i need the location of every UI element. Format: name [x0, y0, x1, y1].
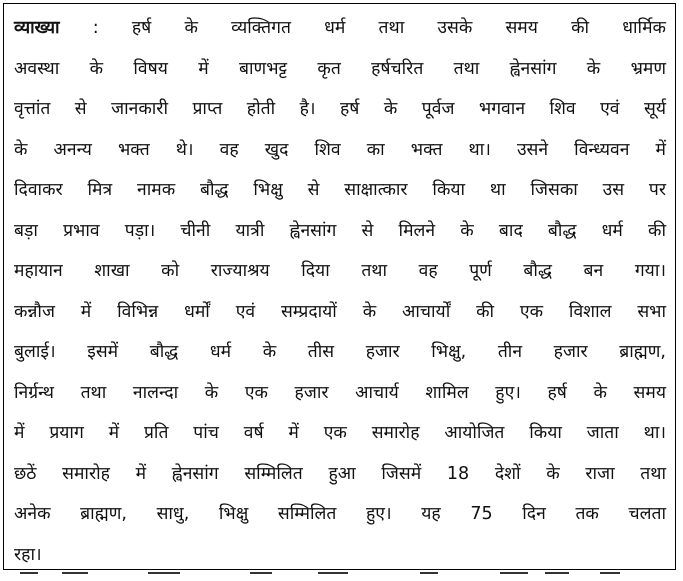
passage-line-1-text: हर्ष के व्यक्तिगत धर्म तथा उसके समय की धार्मिक	[131, 18, 666, 38]
cut-fragment	[545, 572, 569, 581]
passage-line: निर्ग्रन्थ तथा नालन्दा के एक हजार आचार्य शामिल हुए। हर्ष के समय	[14, 382, 666, 403]
passage-line: में प्रयाग में प्रति पांच वर्ष में एक समारोह आयोजित किया जाता था।	[14, 423, 666, 443]
passage-line-last: रहा।	[14, 544, 42, 565]
passage-line: महायान शाखा को राज्याश्रय दिया तथा वह पूर्ण बौद्ध बन गया।	[14, 261, 666, 281]
passage-line: अवस्था के विषय में बाणभट्ट कृत हर्षचरित तथा ह्वेनसांग के भ्रमण	[14, 58, 666, 79]
explanation-passage	[14, 8, 666, 575]
passage-line: के अनन्य भक्त थे। वह खुद शिव का भक्त था। उसने विन्ध्यवन में	[14, 139, 666, 160]
passage-line-1	[14, 8, 666, 49]
cut-fragment	[600, 572, 620, 581]
passage-line: अनेक ब्राह्मण, साधु, भिक्षु सम्मिलित हुए। यह 75 दिन तक चलता	[14, 504, 666, 524]
cut-fragment	[500, 572, 528, 581]
passage-line: बुलाई। इसमें बौद्ध धर्म के तीस हजार भिक्षु, तीन हजार ब्राह्मण,	[14, 342, 666, 362]
cut-fragment	[62, 572, 88, 581]
cut-fragment	[420, 572, 438, 581]
cut-fragment	[250, 572, 272, 581]
passage-line: वृत्तांत से जानकारी प्राप्त होती है। हर्ष के पूर्वज भगवान शिव एवं सूर्य	[14, 99, 666, 119]
explanation-heading: व्याख्या	[14, 18, 60, 38]
heading-separator: :	[59, 18, 132, 38]
cut-fragment	[148, 572, 180, 581]
cut-off-next-line	[0, 572, 683, 581]
passage-line: छठें समारोह में ह्वेनसांग सम्मिलित हुआ जिसमें 18 देशों के राजा तथा	[14, 463, 666, 484]
passage-line: कन्नौज में विभिन्न धर्मों एवं सम्प्रदायों के आचार्यों की एक विशाल सभा	[14, 301, 666, 322]
cut-fragment	[20, 572, 38, 581]
passage-line: दिवाकर मित्र नामक बौद्ध भिक्षु से साक्षात्कार किया था जिसका उस पर	[14, 180, 666, 200]
passage-line: बड़ा प्रभाव पड़ा। चीनी यात्री ह्वेनसांग से मिलने के बाद बौद्ध धर्म की	[14, 220, 666, 241]
cut-fragment	[318, 572, 348, 581]
